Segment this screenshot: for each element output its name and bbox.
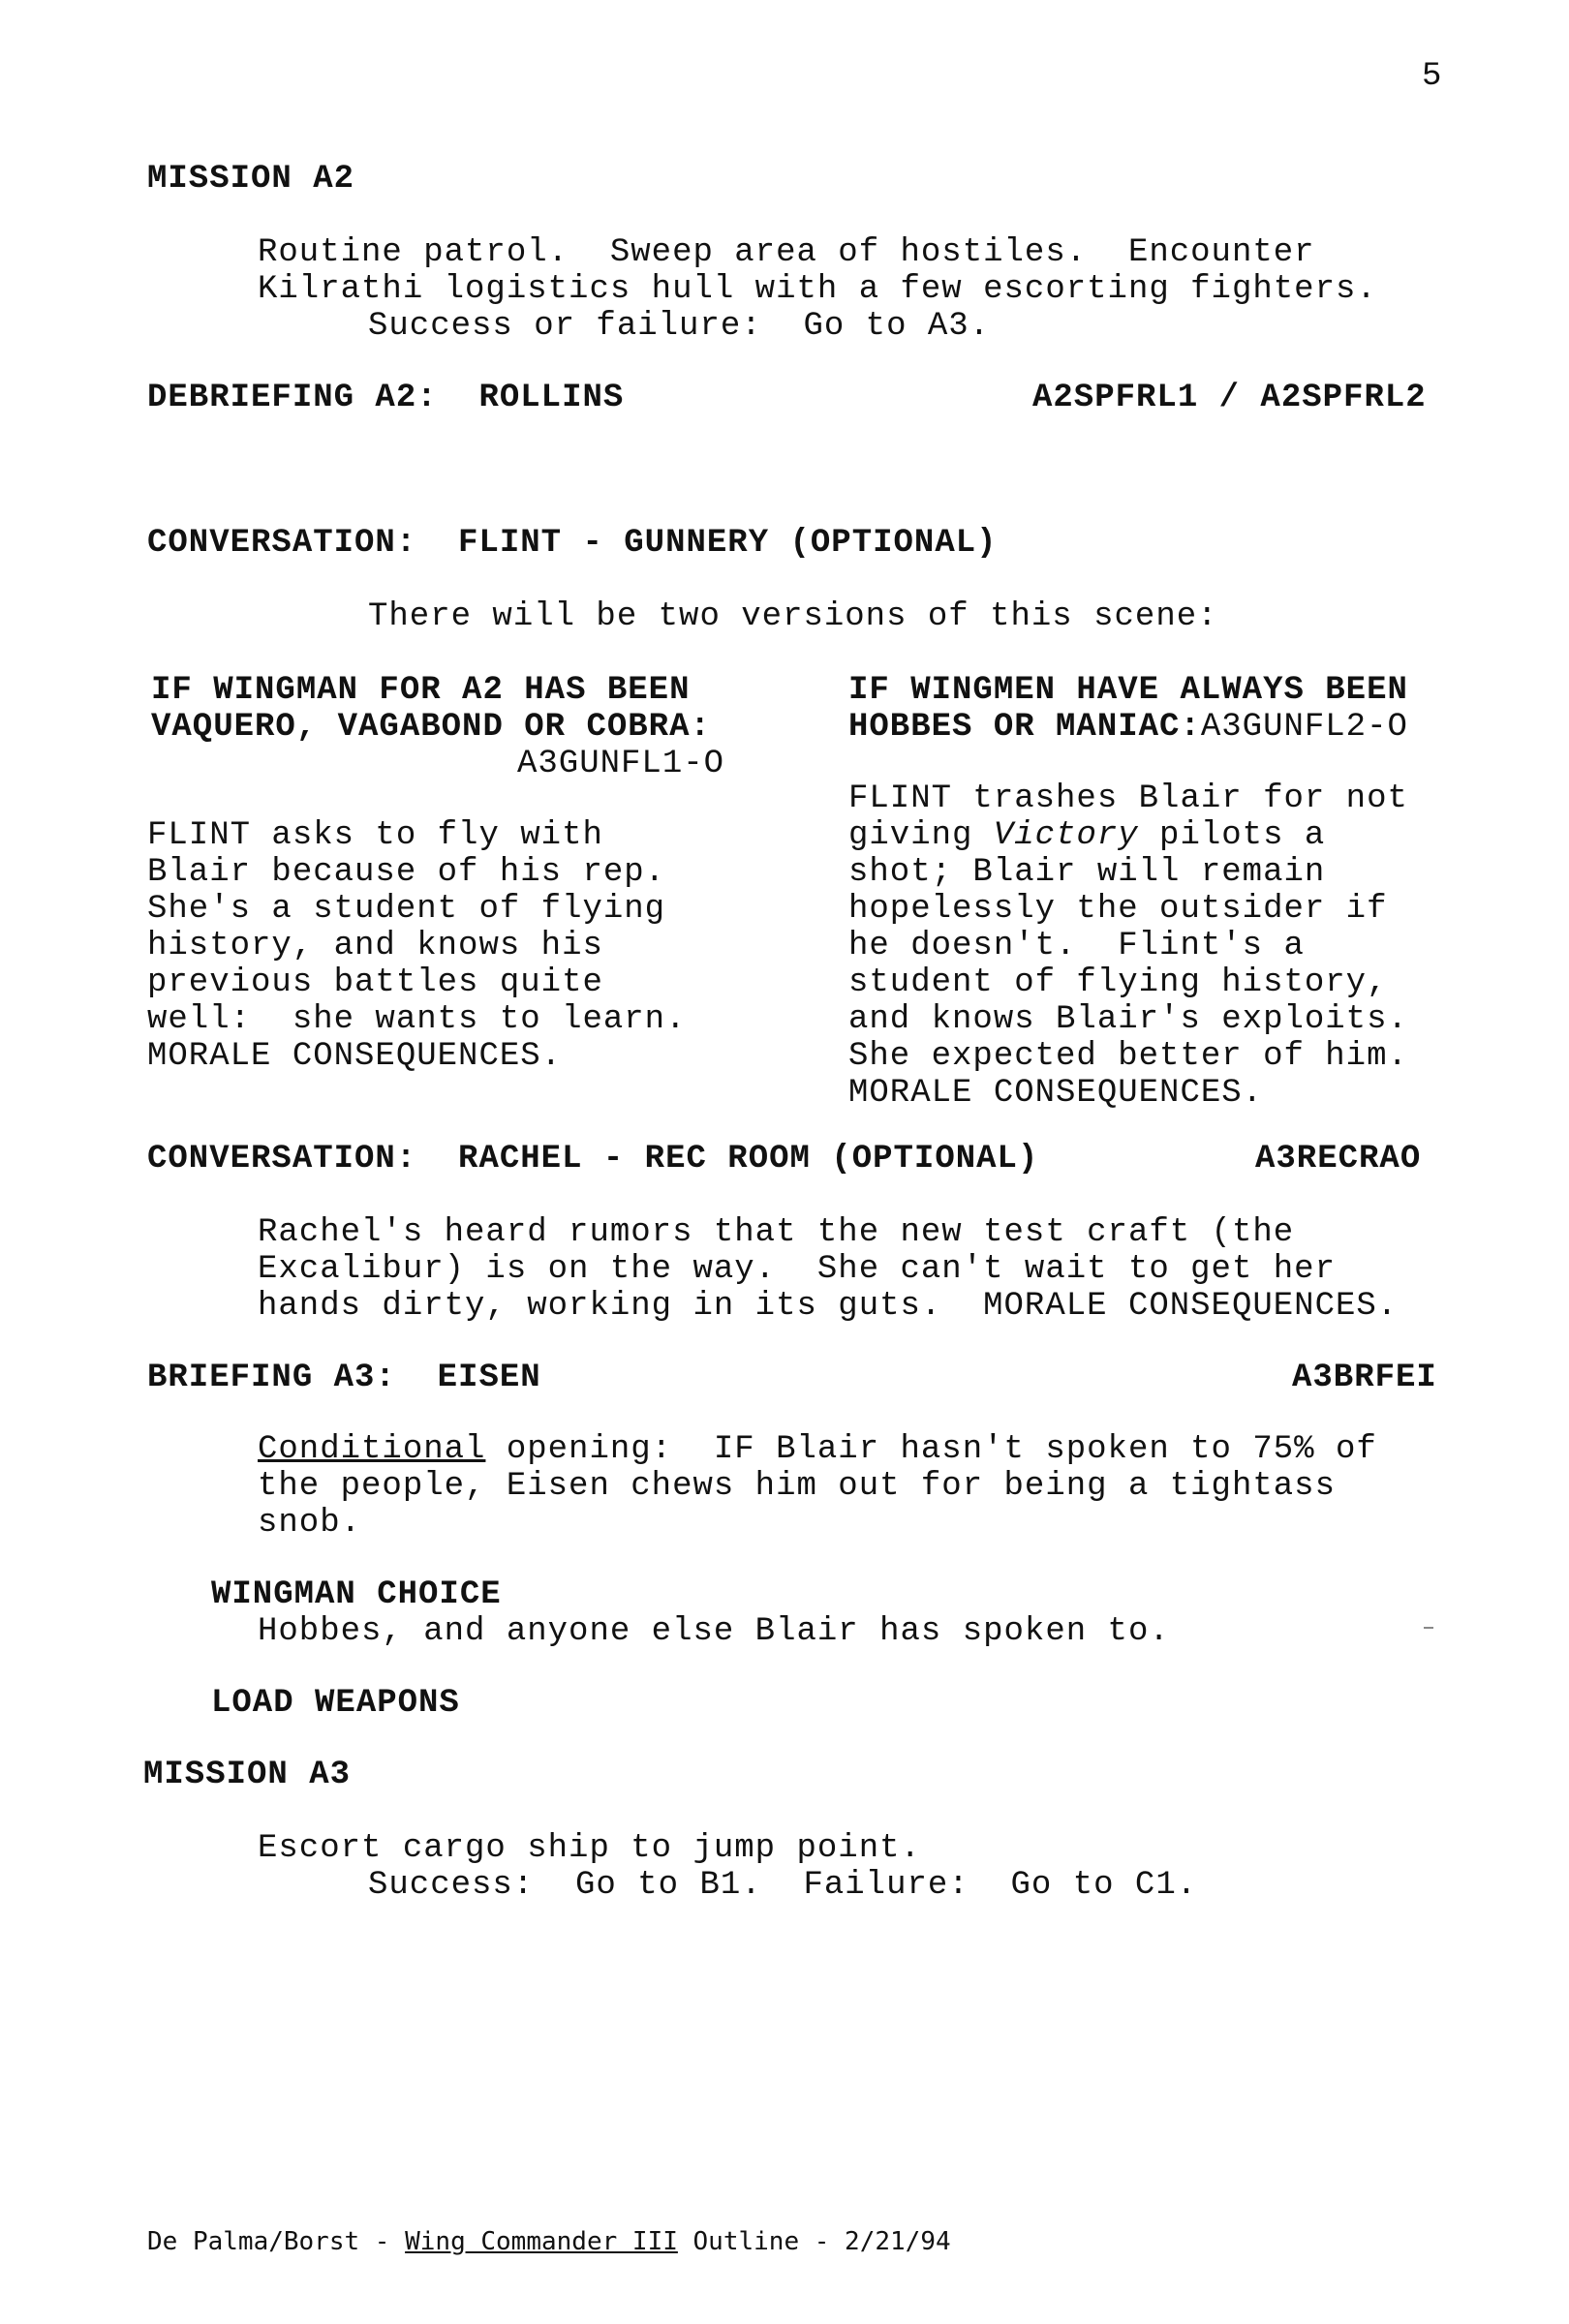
flint-left-line: Blair because of his rep. <box>147 854 666 891</box>
mission-a3-line: Escort cargo ship to jump point. <box>258 1830 921 1867</box>
flint-right-condition-line <box>848 709 1408 746</box>
briefing-a3-line <box>258 1431 1377 1468</box>
flint-right-line: he doesn't. Flint's a <box>848 928 1305 964</box>
mission-a2-result: Success or failure: Go to A3. <box>368 308 991 345</box>
conv-rachel-heading: CONVERSATION: RACHEL - REC ROOM (OPTIONAL) <box>147 1141 1039 1177</box>
flint-right-line: shot; Blair will remain <box>848 854 1326 891</box>
flint-right-column <box>848 672 1408 746</box>
conv-rachel-line: Rachel's heard rumors that the new test craft (the <box>258 1214 1295 1251</box>
mission-a2-heading: MISSION A2 <box>147 161 355 198</box>
debriefing-a2-code: A2SPFRL1 / A2SPFRL2 <box>1032 380 1427 416</box>
conv-flint-intro: There will be two versions of this scene: <box>368 598 1218 635</box>
load-weapons-heading: LOAD WEAPONS <box>211 1685 460 1722</box>
flint-left-code: A3GUNFL1-O <box>517 746 725 782</box>
flint-right-line: MORALE CONSEQUENCES. <box>848 1075 1264 1112</box>
flint-left-line: history, and knows his <box>147 928 603 964</box>
conv-rachel-line: Excalibur) is on the way. She can't wait to get her <box>258 1251 1336 1288</box>
briefing-a3-line: the people, Eisen chews him out for being a tightass <box>258 1468 1336 1505</box>
flint-right-line <box>848 817 1408 854</box>
wingman-choice-heading: WINGMAN CHOICE <box>211 1576 502 1613</box>
footer-authors: De Palma/Borst - <box>147 2227 406 2256</box>
flint-right-line: student of flying history, <box>848 964 1388 1001</box>
scan-mark <box>1424 1627 1433 1629</box>
mission-a3-result: Success: Go to B1. Failure: Go to C1. <box>368 1867 1198 1904</box>
flint-right-line: FLINT trashes Blair for not <box>848 780 1408 817</box>
flint-right-line: and knows Blair's exploits. <box>848 1001 1408 1038</box>
footer-title: Wing Commander III <box>405 2227 678 2256</box>
flint-left-column <box>151 672 711 746</box>
conditional-word: Conditional <box>258 1431 486 1468</box>
flint-left-line: FLINT asks to fly with <box>147 817 603 854</box>
flint-left-condition: VAQUERO, VAGABOND OR COBRA: <box>151 709 711 746</box>
conv-rachel-line: hands dirty, working in its guts. MORALE CONSEQUENCES. <box>258 1288 1399 1325</box>
mission-a3-heading: MISSION A3 <box>143 1757 352 1793</box>
flint-left-line: MORALE CONSEQUENCES. <box>147 1038 563 1075</box>
flint-right-line: hopelessly the outsider if <box>848 891 1388 928</box>
conv-rachel-code: A3RECRAO <box>1255 1141 1422 1177</box>
flint-right-line: She expected better of him. <box>848 1038 1408 1075</box>
flint-right-body <box>848 780 1408 1112</box>
footer-date: Outline - 2/21/94 <box>677 2227 951 2256</box>
ship-name-victory: Victory <box>993 817 1139 854</box>
briefing-a3-code: A3BRFEI <box>1292 1360 1437 1396</box>
flint-right-condition: HOBBES OR MANIAC: <box>848 709 1201 746</box>
mission-a2-line: Routine patrol. Sweep area of hostiles. Encounter <box>258 234 1315 271</box>
flint-left-line: previous battles quite <box>147 964 603 1001</box>
briefing-a3-line: snob. <box>258 1505 362 1542</box>
flint-right-text: pilots a <box>1138 817 1326 854</box>
page-number: 5 <box>1422 58 1443 95</box>
flint-right-text: giving <box>848 817 994 854</box>
flint-left-condition: IF WINGMAN FOR A2 HAS BEEN <box>151 672 691 709</box>
flint-left-line: well: she wants to learn. <box>147 1001 687 1038</box>
wingman-choice-text: Hobbes, and anyone else Blair has spoken to. <box>258 1613 1170 1650</box>
briefing-a3-heading: BRIEFING A3: EISEN <box>147 1360 541 1396</box>
flint-left-line: She's a student of flying <box>147 891 666 928</box>
briefing-a3-text: opening: IF Blair hasn't spoken to 75% of <box>485 1431 1377 1468</box>
mission-a2-line: Kilrathi logistics hull with a few escorting fighters. <box>258 271 1377 308</box>
flint-right-code: A3GUNFL2-O <box>1200 709 1408 746</box>
flint-right-condition: IF WINGMEN HAVE ALWAYS BEEN <box>848 672 1408 709</box>
flint-left-body <box>147 817 687 1075</box>
debriefing-a2-heading: DEBRIEFING A2: ROLLINS <box>147 380 625 416</box>
footer <box>147 2227 951 2256</box>
conv-flint-heading: CONVERSATION: FLINT - GUNNERY (OPTIONAL) <box>147 525 998 562</box>
